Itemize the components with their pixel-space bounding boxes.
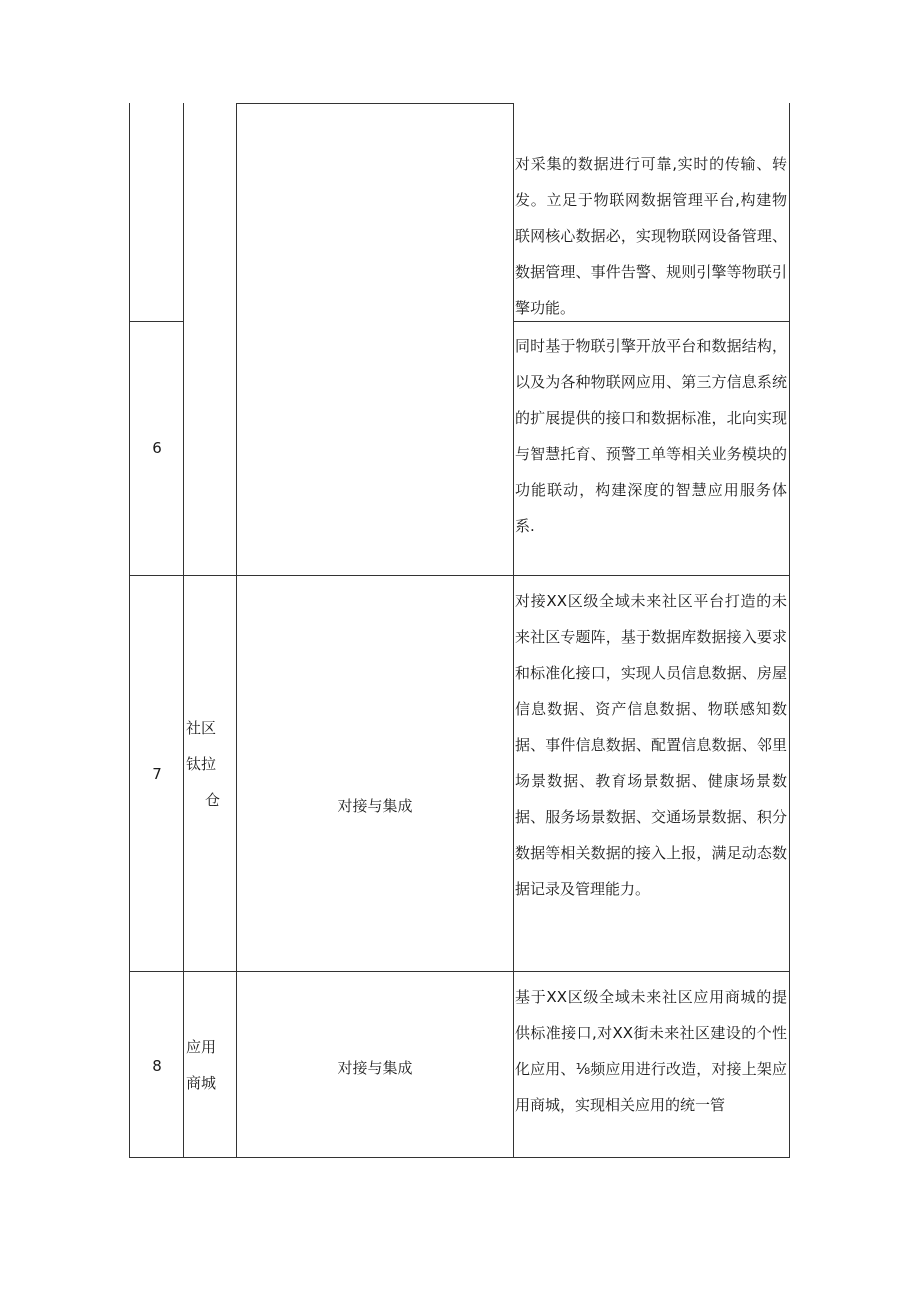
border-col3: [513, 103, 514, 1158]
description-cell: 对接XX区级全域未来社区平台打造的未来社区专题阵，基于数据库数据接入要求和标准化接口，实现人员信息数据、房屋信息数据、资产信息数据、物联感知数据、事件信息数据、配置信息数据、邻里场景数据、教育场景数据、健康场景数据、服务场景数据、交通场景数据、积分数据等相关数据的接入上报，满足动态数据记录及管理能力。: [515, 592, 787, 898]
item-name-line: 钛拉: [186, 755, 217, 773]
description-cell: 对采集的数据进行可靠,实时的传输、转发。立足于物联网数据管理平台,构建物联网核心数据必，实现物联网设备管理、数据管理、事件告警、规则引擎等物联引擎功能。: [515, 155, 787, 317]
description-cell: 同时基于物联引擎开放平台和数据结构，以及为各种物联网应用、第三方信息系统的扩展提供的接口和数据标准，北向实现与智慧托育、预警工单等相关业务模块的功能联动，构建深度的智慧应用服务体系.: [515, 337, 787, 535]
item-name-line: 社区: [186, 719, 217, 737]
border-col1: [183, 103, 184, 1158]
content-cell: 对接与集成: [337, 797, 413, 815]
border-row7-top: [129, 575, 790, 576]
border-right: [789, 103, 790, 1158]
item-name-line: 商城: [186, 1074, 217, 1092]
item-name: [186, 710, 236, 818]
row-number: 6: [152, 439, 162, 457]
border-top-content: [236, 103, 514, 104]
item-name-line: 应用: [186, 1038, 217, 1056]
description-cell: 基于XX区级全域未来社区应用商城的提供标准接口,对XX街未来社区建设的个性化应用、⅛频应用进行改造，对接上架应用商城，实现相关应用的统一管: [515, 988, 787, 1114]
row-number: 7: [152, 765, 162, 783]
border-row8-top: [129, 971, 790, 972]
item-name-line: 仓: [204, 791, 220, 809]
border-bottom: [129, 1157, 790, 1158]
content-cell: 对接与集成: [337, 1059, 413, 1077]
border-row6-split-num: [129, 321, 184, 322]
border-left: [129, 103, 130, 1158]
border-col2: [236, 103, 237, 1158]
item-name: [186, 1029, 236, 1101]
row-number: 8: [152, 1057, 162, 1075]
